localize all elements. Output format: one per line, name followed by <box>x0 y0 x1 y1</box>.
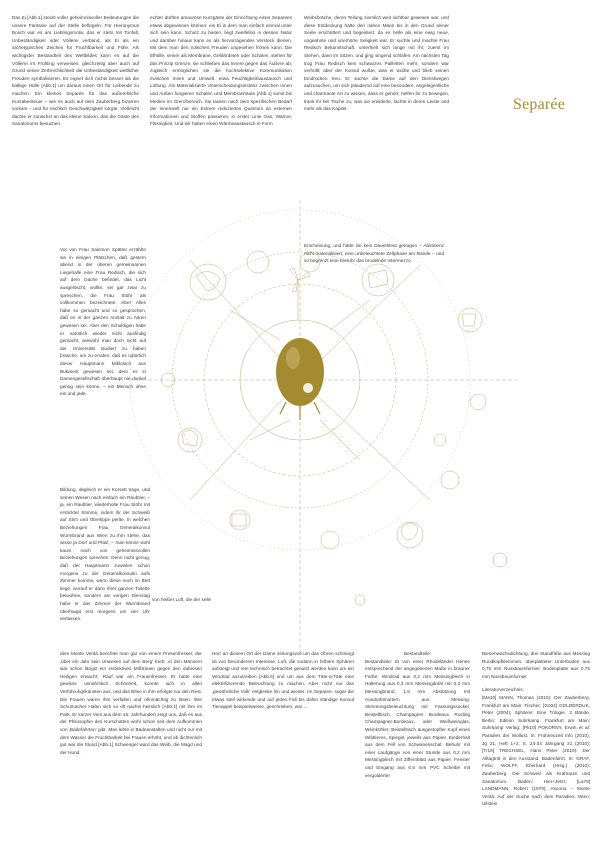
dimension-line <box>250 420 290 440</box>
caption: Bestandteile: <box>403 651 432 656</box>
part-circle <box>434 434 446 446</box>
windmill-blade <box>290 268 298 280</box>
paragraph: dem Monte Verità berichtet man gar von einem Presenfresser, der ‚über ein Jahr sein Unwesen auf dem Berg‘ trieb; ‚in den Männern war schon längst ein instinktives Mißtrauen gegen den dubiosen Heiligen erwacht‘. Rauf war ein Frauenfresser. Er hatte eine gewisse unnahmlich Schönheit, konnte sich in allen Verführungskünsten aus, und das Böse in ihm erfolgte nur den Rest. Die Frauen waren ihm verfallen und ohnmächtig zu lösen. Wie Schumacher Hafen sich so oft nachts heimlich [Abb.1] mit ihm im Park. Er kürzer Vers aus dem 16. Jahrhundert zeigt uns, daß es aus der Philosophie des Kurschatten wohl schon seit dem Aufkommen von ‚Badefahrten‘ gibt. Man lebte in Badeanstalten und nicht nur mit dem Wasser die Fruchtbarkeit bei Frauen erhöht, und ob dichterisch gut war die Stund [Abb.1] Schwenger ward das Weib, die Magd und der Hund. <box>60 651 202 755</box>
part-circle <box>190 264 226 300</box>
part-circle <box>441 471 459 489</box>
dimension-line <box>230 310 280 340</box>
part-circle <box>397 522 423 548</box>
paragraph: Herr an diesem Ort der Dame zeitungsvoll um das Ohren schmiegt ist von besonderem Interesse. Luft, die sodann in höhere Sphären aufsteigt und rein technisch betrachtet genutzt werden kann um ein Windrad anzutreiben [Abb.6] und um aus dem Täte-a-Täte eine elektrifizierende Beleuchtung zu machen. Aber nicht nur das ‚gewöhnliche Volk‘ entgleiste hin und wieder. Im Separee, sogar die etwas steif wirkende und auf jeden Fall bis dahin ständige Konsul Tienappel beispielsweise, geschrieben, war ... <box>212 651 354 710</box>
part-sketch <box>402 523 418 540</box>
part-circle <box>230 510 250 530</box>
part-sketch <box>182 430 198 446</box>
part-sketch <box>232 514 246 526</box>
paragraph: Vor von Frau Salomon Spätter erzählte sie in einigen Plätzchen, daß gestern abend in der oberen gemeinsamen Liegehalle eine Frau Redisch, die sich auf dem Dache befindet, das Licht ausgelöscht, wollte, sei gar zwar zu spreschen, die Frau Stöhr als vollkommen bezeichnete. Aber Alles habe so gemacht und so gesprochen, daß es in der ganzen Anstalt zu hören gewesen sei. Aber den Schuldigen habe er natürlich wieder nicht ausfindig gemacht, wiewohl man doch nicht auf der Universität studiert zu haben brauche, um zu erraten, daß es natürlich dieser Hauptmann Miklosich aus Bukarest gewesen sei, dem es in Damengesellschaft überhaupt nie dunkel genug sein könne, – ein Mensch ohne ein und jede. <box>60 247 146 397</box>
part-circle <box>458 308 482 332</box>
radial-line <box>300 380 430 500</box>
page-title: Separée <box>513 96 566 113</box>
paragraph: von heißer Luft, die der selle <box>152 597 212 602</box>
part-circle <box>362 264 394 296</box>
radial-line <box>190 380 300 500</box>
part-circle <box>321 531 339 549</box>
literature-title: Literaturverzeichnis: <box>482 687 524 693</box>
part-circle <box>247 251 269 273</box>
literature-list: [Ma10] MANN, Thomas (2010): Der Zauberberg. Frankfurt am Main: Fischer; [Gö04] GOLDERDUK, Peter (2004): Sphären: Eine Trilogie. 3 Bände. Berlin: Edition Suhrkamp, Frankfurt am Main: Suhrkamp Verlag; [Pk10] POKORNY, Erwin et al: Paradies der Wollust. In: Frühneuzeit Info (2010), Jg 21, Heft 1+2, S. 24-34 Jahrgang 21 (2010); [Tr10] TRECHSEL, Hans Peter (2010): Der Alltagtritt in den Ausstand. Badenfahrt. In: GRAF, Felix; WOLFF, Eberhard (Hrsg.) (2010): Zauberberg. Die Schweiz als Kraftraum und Sanatorium. Baden: Hier+Jetzt; [La79] LANDMANN, Robert (1979): Ascona – Monte Verità: Auf der Suche nach dem Paradies. Wien: Ullstein <box>482 694 590 807</box>
part-sketch <box>462 314 476 326</box>
paragraph: Bienenwachsdichtung, drei Standfüße aus Messing Rundkopfklemmen, überplatteter Unterboden aus 0,75 mm Nussbaumfurnier, Bodenplatte aus 0,75 mm Nussbaumfurnier <box>482 651 590 679</box>
dimension-line <box>330 300 370 330</box>
paragraph: Erscheinung, und hätte sie kein Dauerkleid getragen – Abstinenz nicht materialisiert, eine unbeleuchtete Zeltphase am Rande – und so begrenzt eine Eieruhr das brodelnde Intermezzo. <box>304 243 444 264</box>
dimension-line <box>320 420 360 460</box>
windmill-blade <box>292 280 298 292</box>
part-circle <box>493 553 507 567</box>
paragraph: Das Ei [Abb.1] steckt voller geheimnisvoller Bedeutungen die unsere Fantasie auf der Stelle beflügeln. Für Hieronymus Bosch war es am Lieblingsmotiv, das er stets mit Tonfall, Unbeständigkeit oder Völlerei verband, als Ei als ein archetypisches Zeichen für Fruchtbarkeit und Fülle. Als wichtigster Bestandteil des Weltbildes kann es auf die Völlerei im Frühling verweisen, gleichzeitig aber auch auf Grund seiner Zerbrechlichkeit die Unbeständigkeit weltlicher Freuden symbolisieren. Es eignet sich nichts besser als die kalkige Hülle [Abb.1] um daraus einen Ort für Liebende zu machen. Ein kleines Separée für das außerehliche Kurzabenteuer – wie es auch auf dem Zauberberg bizarren vorkam – und für reichlich Geschwätzigkeit sorgte. Vielleicht dachte er zunächst an das kleine Saloon, das die Gäste des Sanatoriums besuchen. <box>12 15 139 127</box>
part-sketch <box>368 270 388 288</box>
part-circle <box>470 394 486 410</box>
part-sketch <box>196 271 220 290</box>
golden-egg <box>276 338 324 420</box>
paragraph: echter dürften amouröse Kurzgäste der Einrichtung eines Separees etwas abgewinnen können: ein Ei in dem man einfach einmal unter sich sein kann. Schutz zu bieten, liegt zweifellos in dessen Natur und darüber hinaus kann es als hervorragendes Versteck dienen. Mit dem man den irdischen Freuden ungesehen frönen kann. Die Elhülle, seiner als Membrane, Gefährdeten oder Schalen, stehen für das Prinzip Grenze, sie schließen das Innere gegen das Äußere ab, zugleich ermöglichen sie die hochselektive Kommunikation zwischen Innen und Umwelt, etwa Feuchtigkeitsaustausch und Lüftung. Als Materialisierte Unterscheidungsinstanz zwischen Innen und Außen fungieren Schalen und Membranhäute [Abb.1] somit bis Medien im Grenzbereich. Sie lassen nach dem spezifischen Bedarf der Innenwelt nur ein Extrem reduziertes Quantum an externen Informationen und Stoffen passieren, in erster Linie Gas, Wärme, Flüssigkeit. Und wir haben einen Wärmeaustausch in Form <box>150 15 292 127</box>
paragraph: Bildung, obgleich er ein Korsett trage, und seinen Wesen nach einfach ein Raubtier, – ja, ein Raubtier, wiederholte Frau Stöhr mit erstickter Stimme, indem ihr der Schweiß auf Stirn und Oberlippe perlte. In welchen Beziehungen Frau Generalkonsul Wurmbrand aus Wien zu ihm stehe, das wisse ja Dorf und Platz, – man könne wohl kaum noch von geheimnisvollen Beziehungen sprechen. Denn nicht genug, daß der Hauptmann zuweilen schon morgens zu der Generalkonsulin aufs Zimmer komme, wenn diese noch im Bett liege, worauf er dann ihrer ganzen Toilette beiwohne, sondern am vorigen Dienstag habe er das Zimmer der Wurmbrand überhaupt erst morgens um vier Uhr verlassen. <box>60 487 150 622</box>
part-circle <box>300 252 320 272</box>
part-circle <box>355 595 365 605</box>
paragraph: Bestandteile: Ei von einer Rhodeländer Henne entsprechend der angegebenen Maße in brauner Farbe; Windrad aus 0,2 mm Messingblech in Halterung aus 0,3 mm Messingdraht mit 0,2 mm Messingbrand, 1,5 mm Abstützung mit Ausdrahtmuttern aus Messing. Stimmungsbeleuchtung mit Fassungssockel, Beistelltisch, Champagner Bordeaux Rosling Champagner-Bordeaux, oder Weißweinglas, Weinkühler; Beistelltisch ausgestopfter Kopf eines Wildtieres, Spiegel, jeweils aus Papier. Eiederhalt aus dem Fell von Schwanenschaf. Behuhr mit einer Laufgänge von einer Stunde aus 0,2 mm Messingblech mit Ziffernblatt aus Papier, Fenster und Eingang aus 0,5 mm PVC Scheibe mit vergolderter <box>365 658 470 778</box>
paragraph: Weibsbräche, deren Teilung ziemlich weit sichtbar gewesen war, und diese Entdeckung hatte den nahen Mann bis in den Grund seiner Seele erschüttert und begeistert, da es helle als eine ewig neue, ungeahnte und unerhörte Seligkeit war. Er suchte und machte Frau Redisch Bekanntschaft, unterhielt sich lange mit ihr, zuerst im Stehen, dann im Sitzen, und ging singend schlafen. Am nächsten Tag trug Frau Redisch kein schwarzes Pailletten mehr, sondern war verhüllt; aber der Konsul wußte, was er wußte und blieb seinen Eindrücken treu. Er suchte die Dame auf den Dienstwegen aufzusuchen, um sich plaudernd auf eine besondere, angelegentliche und charmante Art zu wissen, dass er gehört, helfen ihr zu bewegen, trank ihr bei Tische zu, was sie erwiderte, lachte in deren Leiste und mehr als das Kapitel. <box>304 15 449 112</box>
part-circle <box>178 428 202 452</box>
